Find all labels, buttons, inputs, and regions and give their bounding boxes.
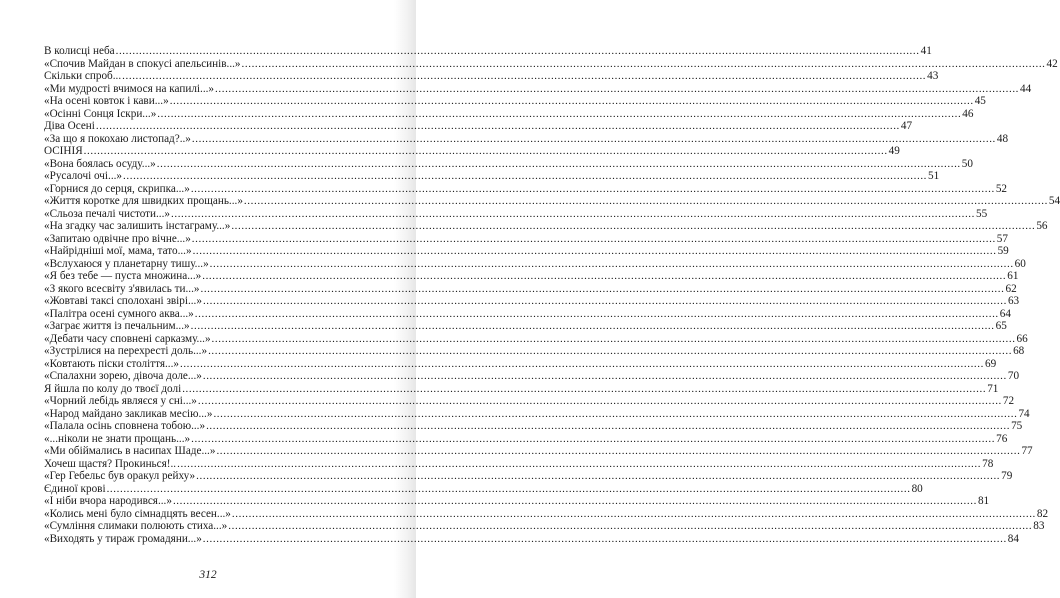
toc-dot-leader — [200, 283, 1004, 296]
toc-dot-leader — [157, 108, 961, 121]
toc-entry — [44, 420, 1023, 433]
toc-entry-page: 72 — [1002, 395, 1015, 407]
toc-entry — [44, 232, 1008, 246]
toc-dot-leader — [192, 133, 996, 146]
toc-entry-title: «На згадку час залишить інстаграму...» — [44, 220, 231, 232]
toc-entry-title: ОСІНІЯ — [44, 145, 83, 157]
toc-entry-title: Єдиної крові — [44, 482, 106, 495]
toc-entry-page: 49 — [888, 145, 900, 157]
toc-dot-leader — [206, 420, 1010, 433]
toc-dot-leader — [122, 70, 926, 83]
toc-entry-page: 66 — [1016, 332, 1028, 345]
toc-dot-leader — [210, 258, 1014, 271]
toc-entry — [44, 207, 988, 221]
toc-entry-title: «Вслухаюся у планетарну тишу...» — [44, 257, 209, 270]
toc-dot-leader — [177, 458, 981, 471]
toc-entry-title: «Ковтають піски століття...» — [44, 357, 179, 370]
toc-entry-title: «Життя коротке для швидких прощань...» — [44, 195, 243, 207]
toc-dot-leader — [171, 208, 975, 221]
toc-entry-page: 43 — [927, 70, 939, 82]
toc-entry-page: 48 — [996, 132, 1009, 145]
toc-entry-title: «Виходять у тираж громадяни...» — [44, 532, 202, 545]
toc-dot-leader — [202, 270, 1006, 283]
toc-entry-title: «Жовтаві таксі сполохані звірі...» — [44, 295, 202, 307]
toc-entry — [44, 120, 913, 133]
toc-dot-leader — [242, 58, 1046, 71]
toc-entry-page: 71 — [987, 382, 999, 395]
toc-entry-title: «Заграє життя із печальним...» — [44, 320, 190, 332]
toc-entry-page: 82 — [1036, 507, 1049, 520]
toc-entry — [44, 132, 1009, 146]
toc-dot-leader — [84, 145, 888, 158]
toc-dot-leader — [196, 470, 1000, 483]
toc-entry-title: Скільки спроб... — [44, 70, 122, 82]
toc-entry-title: «І ніби вчора народився...» — [44, 495, 172, 507]
toc-entry-title: «Гер Гебельс був оракул рейху» — [44, 470, 196, 482]
toc-entry-page: 61 — [1007, 270, 1019, 282]
table-of-contents — [44, 45, 1060, 545]
toc-entry-page: 76 — [996, 432, 1008, 445]
toc-entry — [44, 320, 1007, 333]
toc-entry-page: 52 — [995, 182, 1007, 195]
toc-entry — [44, 395, 1015, 408]
toc-dot-leader — [116, 45, 920, 58]
toc-entry-page: 65 — [995, 320, 1007, 332]
toc-entry — [44, 457, 994, 471]
toc-entry — [44, 345, 1025, 358]
toc-dot-leader — [228, 520, 1032, 533]
toc-entry — [44, 45, 932, 58]
toc-entry-page: 47 — [900, 120, 913, 132]
toc-dot-leader — [213, 408, 1017, 421]
toc-dot-leader — [107, 483, 911, 496]
toc-dot-leader — [192, 233, 996, 246]
toc-entry-title: «Колись мені було сімнадцять весен...» — [44, 507, 231, 520]
toc-entry-page: 42 — [1046, 57, 1058, 70]
toc-entry — [44, 170, 940, 183]
toc-dot-leader — [193, 245, 997, 258]
toc-entry — [44, 432, 1008, 446]
toc-entry-page: 57 — [996, 232, 1008, 245]
toc-entry-title: «Спочив Майдан в спокусі апельсинів...» — [44, 57, 241, 70]
toc-entry-title: «Дебати часу сповнені сарказму...» — [44, 332, 211, 345]
toc-entry-title: «Я без тебе — пуста множина...» — [44, 270, 202, 282]
toc-entry-page: 50 — [961, 157, 973, 170]
toc-entry-title: «Чорний лебідь являєся у сні...» — [44, 395, 197, 407]
toc-entry — [44, 445, 1033, 458]
toc-entry-title: «Зустрілися на перехресті доль...» — [44, 345, 208, 357]
toc-entry-title: «Палала осінь сповнена тобою...» — [44, 420, 206, 432]
toc-entry-page: 54 — [1048, 195, 1060, 207]
toc-dot-leader — [215, 83, 1019, 96]
toc-entry-title: В колисці неба — [44, 45, 115, 57]
toc-entry — [44, 295, 1020, 308]
toc-dot-leader — [96, 120, 900, 133]
toc-entry-title: «Спалахни зорею, дівоча доле...» — [44, 370, 202, 382]
toc-entry-page: 55 — [976, 207, 988, 220]
toc-dot-leader — [203, 295, 1007, 308]
toc-entry — [44, 220, 1048, 233]
toc-entry-title: «Осінні Сонця Іскри...» — [44, 107, 157, 120]
toc-entry — [44, 70, 939, 83]
toc-entry-page: 56 — [1036, 220, 1048, 232]
toc-entry-title: «Русалочі очі...» — [44, 170, 123, 182]
toc-dot-leader — [180, 358, 984, 371]
toc-entry — [44, 382, 999, 396]
toc-entry — [44, 195, 1060, 208]
toc-entry-title: «Горнися до серця, скрипка...» — [44, 182, 190, 195]
toc-entry-title: Я йшла по колу до твоєї долі — [44, 382, 182, 395]
toc-entry-page: 70 — [1007, 370, 1020, 382]
toc-dot-leader — [170, 95, 974, 108]
toc-entry-page: 60 — [1014, 257, 1026, 270]
toc-entry-title: Хочеш щастя? Прокинься!.. — [44, 457, 177, 470]
toc-entry-page: 84 — [1007, 532, 1019, 545]
toc-entry-title: Діва Осені — [44, 120, 95, 132]
toc-dot-leader — [182, 383, 986, 396]
toc-entry — [44, 332, 1028, 346]
toc-entry — [44, 370, 1020, 383]
toc-entry — [44, 282, 1017, 296]
toc-dot-leader — [198, 395, 1002, 408]
toc-dot-leader — [173, 495, 977, 508]
toc-entry — [44, 82, 1032, 96]
toc-dot-leader — [231, 220, 1035, 233]
toc-entry-page: 51 — [928, 170, 940, 182]
toc-dot-leader — [191, 183, 995, 196]
toc-entry-title: «...ніколи не знати прощань...» — [44, 432, 191, 445]
toc-entry-page: 59 — [997, 245, 1009, 257]
toc-entry — [44, 145, 900, 158]
toc-dot-leader — [203, 370, 1007, 383]
toc-entry-title: «Палітра осені сумного аква...» — [44, 307, 194, 320]
page-number: 312 — [199, 569, 217, 581]
toc-entry — [44, 407, 1030, 421]
toc-entry — [44, 257, 1026, 271]
toc-entry — [44, 157, 973, 171]
toc-entry — [44, 507, 1049, 521]
toc-entry-page: 62 — [1005, 282, 1017, 295]
toc-entry — [44, 307, 1011, 321]
toc-entry-page: 75 — [1011, 420, 1023, 432]
toc-entry-page: 74 — [1018, 407, 1030, 420]
toc-entry-title: «За що я покохаю листопад?..» — [44, 132, 191, 145]
toc-entry-page: 68 — [1013, 345, 1025, 357]
toc-dot-leader — [191, 320, 995, 333]
toc-entry-page: 79 — [1001, 470, 1013, 482]
toc-entry-page: 83 — [1033, 520, 1045, 532]
toc-entry-title: «Найрідніші мої, мама, тато...» — [44, 245, 192, 257]
toc-entry — [44, 270, 1019, 283]
toc-dot-leader — [191, 433, 995, 446]
toc-entry-page: 64 — [999, 307, 1011, 320]
toc-entry — [44, 245, 1009, 258]
toc-entry-title: «Сумління слимаки полюють стиха...» — [44, 520, 228, 532]
toc-entry — [44, 95, 986, 108]
toc-entry-title: «На осені ковток і кави...» — [44, 95, 169, 107]
toc-entry-title: «Народ майдано закликав месію...» — [44, 407, 213, 420]
toc-dot-leader — [123, 170, 927, 183]
toc-entry-page: 69 — [984, 357, 997, 370]
toc-dot-leader — [232, 508, 1036, 521]
toc-entry-title: «З якого всесвіту з'явилась ти...» — [44, 282, 200, 295]
toc-entry-page: 63 — [1007, 295, 1020, 307]
toc-entry — [44, 495, 990, 508]
toc-entry-title: «Сльоза печалі чистоти...» — [44, 207, 170, 220]
toc-dot-leader — [157, 158, 961, 171]
toc-entry-page: 45 — [974, 95, 986, 107]
toc-entry — [44, 182, 1007, 196]
toc-entry — [44, 357, 997, 371]
toc-entry-page: 44 — [1020, 82, 1032, 95]
toc-entry — [44, 470, 1013, 483]
toc-entry-page: 81 — [977, 495, 990, 507]
toc-dot-leader — [244, 195, 1048, 208]
toc-dot-leader — [212, 333, 1016, 346]
toc-entry-page: 46 — [962, 107, 974, 120]
toc-entry-title: «Ми мудрості вчимося на капилі...» — [44, 82, 215, 95]
toc-dot-leader — [203, 533, 1007, 546]
toc-dot-leader — [208, 345, 1012, 358]
toc-entry-page: 80 — [911, 482, 923, 495]
toc-entry-title: «Вона боялась осуду...» — [44, 157, 156, 170]
toc-entry-title: «Ми обіймались в насипах Шаде...» — [44, 445, 216, 457]
toc-dot-leader — [216, 445, 1020, 458]
toc-entry — [44, 57, 1058, 71]
toc-entry-title: «Запитаю одвічне про вічне...» — [44, 232, 191, 245]
toc-entry-page: 77 — [1021, 445, 1033, 457]
toc-entry — [44, 482, 923, 496]
toc-entry-page: 78 — [982, 457, 994, 470]
toc-entry — [44, 107, 974, 121]
toc-entry — [44, 520, 1045, 533]
toc-dot-leader — [195, 308, 999, 321]
toc-entry — [44, 532, 1019, 546]
toc-entry-page: 41 — [920, 45, 932, 57]
